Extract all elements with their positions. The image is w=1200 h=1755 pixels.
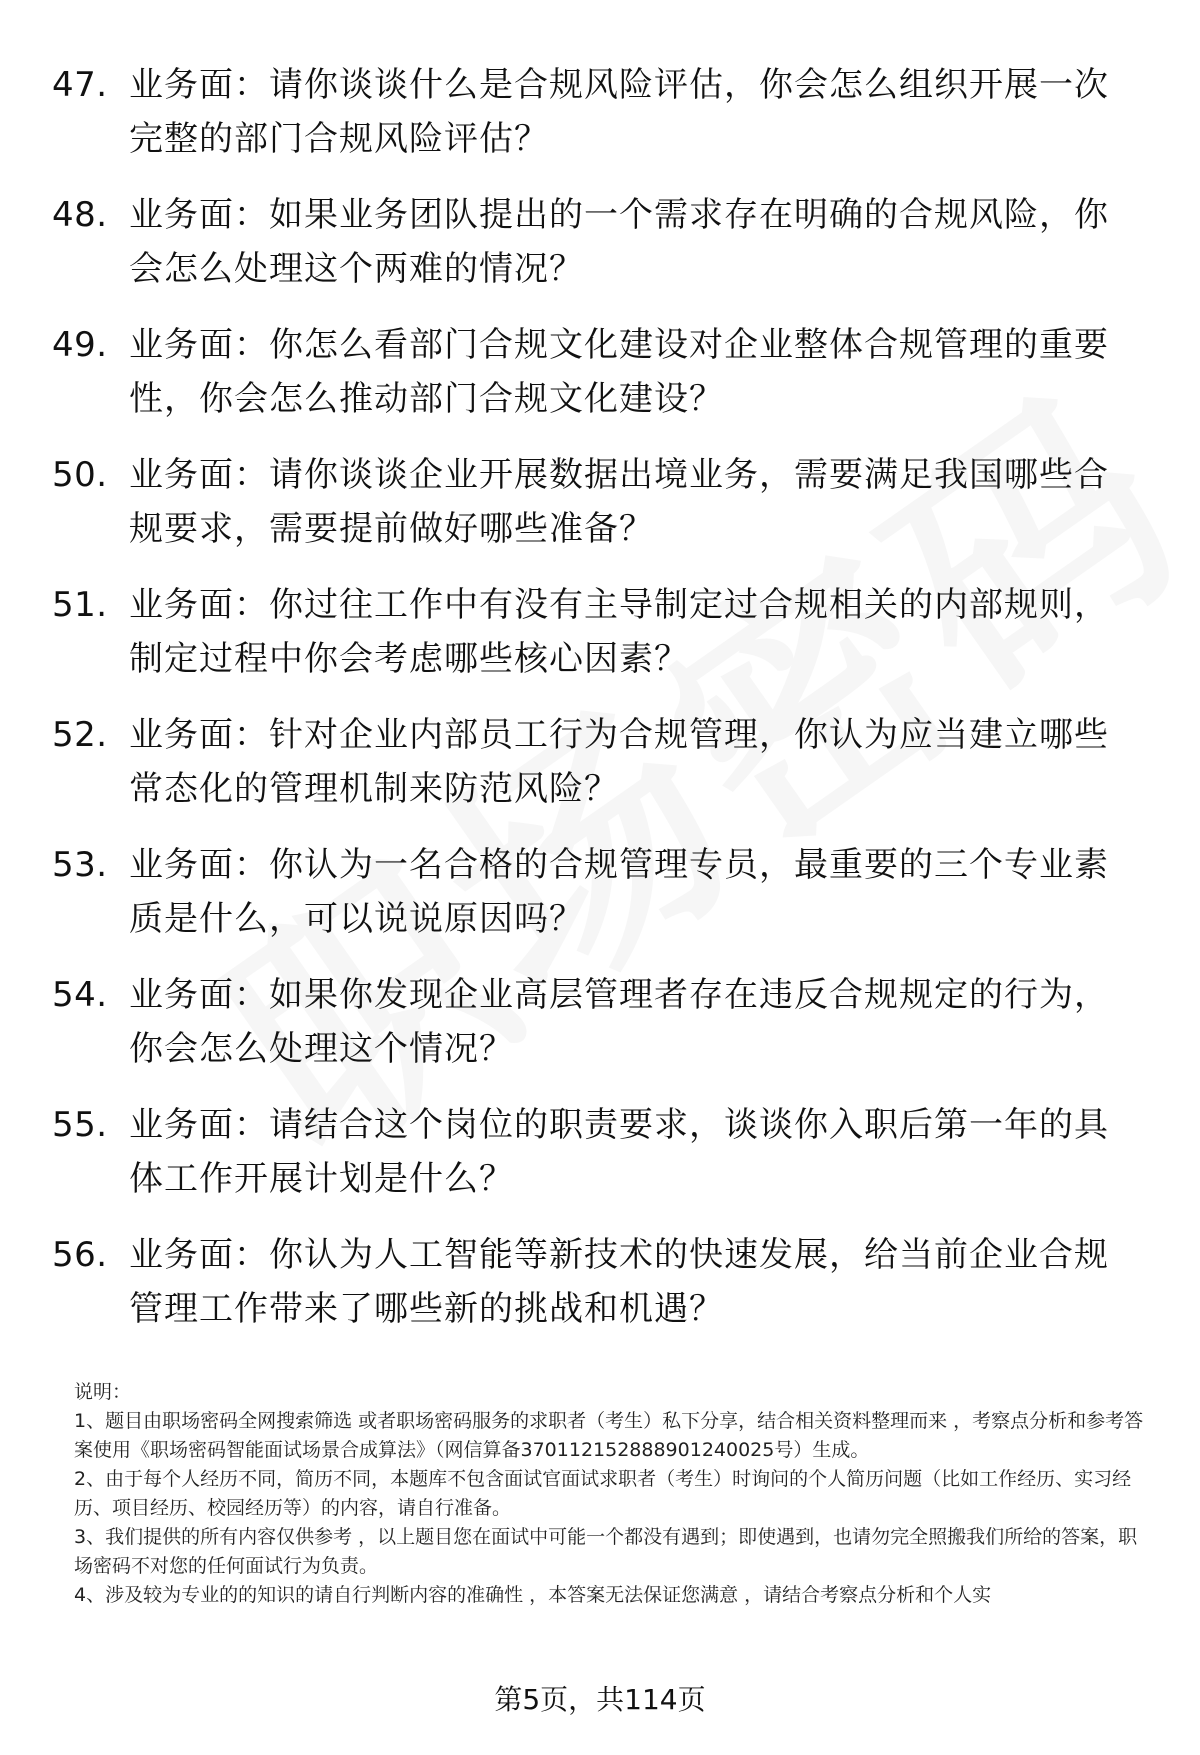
question-item	[52, 318, 1152, 448]
question-text: 业务面：请你谈谈企业开展数据出境业务，需要满足我国哪些合规要求，需要提前做好哪些准备？	[129, 455, 1109, 549]
question-item	[52, 1228, 1152, 1358]
question-number: 54.	[52, 975, 108, 1015]
question-number: 56.	[52, 1235, 108, 1275]
question-item	[52, 968, 1152, 1098]
note-item: 4、涉及较为专业的的知识的请自行判断内容的准确性 ，本答案无法保证您满意 ，请结合考察点分析和个人实	[74, 1584, 992, 1606]
question-text: 业务面：请你谈谈什么是合规风险评估，你会怎么组织开展一次完整的部门合规风险评估？	[129, 65, 1109, 159]
question-item	[52, 838, 1152, 968]
question-text: 业务面：如果你发现企业高层管理者存在违反合规规定的行为，你会怎么处理这个情况？	[129, 975, 1109, 1069]
question-item	[52, 188, 1152, 318]
note-item: 3、我们提供的所有内容仅供参考 ，以上题目您在面试中可能一个都没有遇到；即使遇到，也请勿完全照搬我们所给的答案，职场密码不对您的任何面试行为负责。	[74, 1526, 1138, 1577]
note-item: 2、由于每个人经历不同，简历不同，本题库不包含面试官面试求职者（考生）时询问的个人简历问题（比如工作经历、实习经历、项目经历、校园经历等）的内容，请自行准备。	[74, 1468, 1132, 1519]
question-item	[52, 578, 1152, 708]
question-number: 50.	[52, 455, 108, 495]
question-item	[52, 448, 1152, 578]
note-item: 1、题目由职场密码全网搜索筛选 或者职场密码服务的求职者（考生）私下分享，结合相关资料整理而来 ，考察点分析和参考答案使用《职场密码智能面试场景合成算法》（网信算备370112152888901240025号）生成。	[74, 1410, 1144, 1461]
notes-heading: 说明：	[74, 1381, 132, 1403]
question-text: 业务面：如果业务团队提出的一个需求存在明确的合规风险，你会怎么处理这个两难的情况？	[129, 195, 1109, 289]
question-text: 业务面：你认为一名合格的合规管理专员，最重要的三个专业素质是什么，可以说说原因吗？	[129, 845, 1109, 939]
question-item	[52, 58, 1152, 188]
question-text: 业务面：针对企业内部员工行为合规管理，你认为应当建立哪些常态化的管理机制来防范风险？	[129, 715, 1109, 809]
question-number: 55.	[52, 1105, 108, 1145]
question-list	[52, 58, 1152, 1358]
notes-section	[74, 1378, 1154, 1610]
question-number: 49.	[52, 325, 108, 365]
question-number: 47.	[52, 65, 108, 105]
question-number: 52.	[52, 715, 108, 755]
question-number: 53.	[52, 845, 108, 885]
question-text: 业务面：你过往工作中有没有主导制定过合规相关的内部规则，制定过程中你会考虑哪些核心因素？	[129, 585, 1109, 679]
question-text: 业务面：请结合这个岗位的职责要求，谈谈你入职后第一年的具体工作开展计划是什么？	[129, 1105, 1109, 1199]
question-item	[52, 708, 1152, 838]
page-number: 第5页，共114页	[494, 1683, 706, 1716]
question-item	[52, 1098, 1152, 1228]
question-number: 51.	[52, 585, 108, 625]
question-text: 业务面：你怎么看部门合规文化建设对企业整体合规管理的重要性，你会怎么推动部门合规文化建设？	[129, 325, 1109, 419]
question-text: 业务面：你认为人工智能等新技术的快速发展，给当前企业合规管理工作带来了哪些新的挑战和机遇？	[129, 1235, 1109, 1329]
question-number: 48.	[52, 195, 108, 235]
